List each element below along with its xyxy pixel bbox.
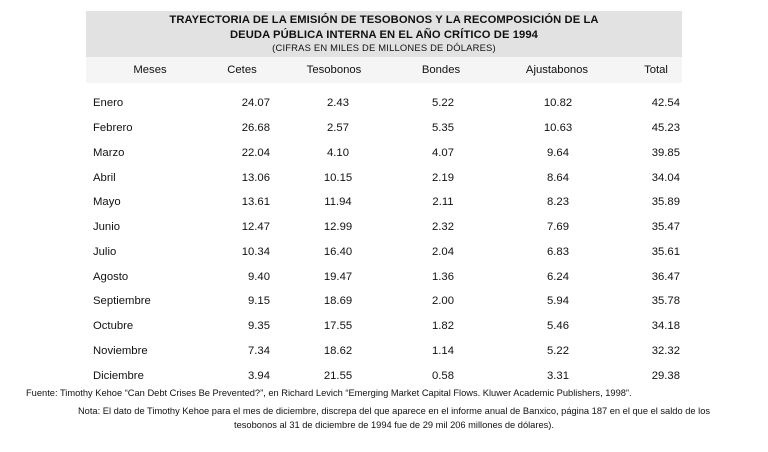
bondes-cell: 0.58 (432, 369, 454, 382)
bondes-cell: 2.04 (432, 245, 454, 258)
month-cell: Abril (93, 171, 116, 184)
header-meses: Meses (133, 64, 167, 76)
month-cell: Agosto (93, 270, 129, 283)
tesobonos-cell: 2.43 (327, 97, 349, 110)
footnote (34, 404, 754, 432)
bondes-cell: 2.11 (432, 196, 454, 209)
table-row (86, 215, 682, 240)
bondes-cell: 5.22 (432, 97, 454, 110)
tesobonos-cell: 21.55 (323, 369, 353, 382)
month-cell: Octubre (93, 320, 134, 333)
ajustabonos-cell: 8.64 (547, 171, 569, 184)
total-cell: 35.47 (651, 221, 680, 234)
cetes-cell: 9.15 (248, 295, 270, 308)
tesobonos-cell: 4.10 (327, 146, 349, 159)
source-citation: Fuente: Timothy Kehoe “Can Debt Crises Be Prevented?”, en Richard Levich “Emerging Market Capital Flows. Kluwer Academic Publishers, 1998”. (26, 388, 632, 398)
bondes-cell: 1.14 (432, 344, 454, 357)
table-row (86, 165, 682, 190)
table-row (86, 289, 682, 314)
total-cell: 35.89 (651, 196, 680, 209)
month-cell: Marzo (93, 146, 125, 159)
total-cell: 35.78 (651, 295, 680, 308)
table-header-row (86, 57, 682, 83)
ajustabonos-cell: 9.64 (547, 146, 569, 159)
table-row (86, 363, 682, 388)
header-ajustabonos: Ajustabonos (525, 64, 589, 76)
header-tesobonos: Tesobonos (306, 64, 362, 76)
table-row (86, 339, 682, 364)
month-cell: Diciembre (93, 369, 144, 382)
bondes-cell: 1.36 (432, 270, 454, 283)
tesobonos-cell: 11.94 (324, 196, 352, 209)
cetes-cell: 9.35 (248, 320, 270, 333)
table-row (86, 91, 682, 116)
cetes-cell: 3.94 (248, 369, 270, 382)
tesobonos-cell: 10.15 (323, 171, 353, 184)
header-cetes: Cetes (227, 64, 257, 76)
table-title-line-2: DEUDA PÚBLICA INTERNA EN EL AÑO CRÍTICO DE 1994 (229, 28, 539, 41)
table-body (86, 83, 682, 388)
cetes-cell: 10.34 (241, 245, 270, 258)
ajustabonos-cell: 3.31 (547, 369, 569, 382)
cetes-cell: 9.40 (248, 270, 270, 283)
ajustabonos-cell: 6.83 (547, 245, 569, 258)
tesobonos-cell: 18.62 (323, 344, 353, 357)
cetes-cell: 26.68 (241, 122, 270, 135)
tesobonos-cell: 17.55 (323, 320, 353, 333)
total-cell: 42.54 (651, 97, 680, 110)
tesobonos-cell: 16.40 (323, 245, 353, 258)
cetes-cell: 13.61 (241, 196, 270, 209)
tesobonos-cell: 2.57 (327, 122, 349, 135)
table-title-box (86, 11, 682, 57)
table-title-line-1: TRAYECTORIA DE LA EMISIÓN DE TESOBONOS Y LA RECOMPOSICIÓN DE LA (169, 14, 599, 26)
debt-table (86, 11, 682, 388)
total-cell: 32.32 (651, 344, 680, 357)
bondes-cell: 1.82 (432, 320, 454, 333)
ajustabonos-cell: 5.94 (547, 295, 569, 308)
total-cell: 35.61 (651, 245, 680, 258)
bondes-cell: 5.35 (432, 122, 454, 135)
month-cell: Septiembre (93, 295, 151, 308)
table-subtitle: (CIFRAS EN MILES DE MILLONES DE DÓLARES) (272, 42, 496, 53)
ajustabonos-cell: 10.82 (543, 97, 573, 110)
header-total: Total (644, 64, 668, 76)
table-row (86, 314, 682, 339)
ajustabonos-cell: 6.24 (547, 270, 569, 283)
total-cell: 45.23 (651, 122, 680, 135)
ajustabonos-cell: 5.46 (547, 320, 569, 333)
tesobonos-cell: 18.69 (323, 295, 353, 308)
cetes-cell: 7.34 (248, 344, 270, 357)
month-cell: Junio (93, 221, 121, 234)
month-cell: Noviembre (93, 344, 148, 357)
table-row (86, 264, 682, 289)
month-cell: Julio (93, 245, 117, 258)
table-row (86, 116, 682, 141)
table-row (86, 240, 682, 265)
month-cell: Mayo (93, 196, 121, 209)
month-cell: Febrero (93, 122, 133, 135)
ajustabonos-cell: 5.22 (547, 344, 569, 357)
header-bondes: Bondes (421, 64, 461, 76)
tesobonos-cell: 19.47 (323, 270, 353, 283)
table-row (86, 141, 682, 166)
footnote-line-2: tesobonos al 31 de diciembre de 1994 fue de 29 mil 206 millones de dólares). (234, 420, 554, 430)
cetes-cell: 22.04 (241, 146, 270, 159)
footnote-line-1: Nota: El dato de Timothy Kehoe para el mes de diciembre, discrepa del que aparece en el informe anual de Banxico, página 187 en el que el saldo de los (77, 406, 711, 416)
ajustabonos-cell: 7.69 (547, 221, 569, 234)
month-cell: Enero (93, 97, 124, 110)
tesobonos-cell: 12.99 (323, 221, 353, 234)
cetes-cell: 13.06 (241, 171, 270, 184)
ajustabonos-cell: 8.23 (547, 196, 569, 209)
total-cell: 34.18 (651, 320, 680, 333)
bondes-cell: 2.32 (432, 221, 454, 234)
total-cell: 29.38 (651, 369, 680, 382)
total-cell: 34.04 (651, 171, 680, 184)
table-row (86, 190, 682, 215)
bondes-cell: 2.00 (432, 295, 454, 308)
bondes-cell: 4.07 (432, 146, 454, 159)
cetes-cell: 24.07 (241, 97, 270, 110)
total-cell: 36.47 (651, 270, 680, 283)
bondes-cell: 2.19 (432, 171, 454, 184)
ajustabonos-cell: 10.63 (543, 122, 573, 135)
cetes-cell: 12.47 (241, 221, 270, 234)
total-cell: 39.85 (651, 146, 680, 159)
